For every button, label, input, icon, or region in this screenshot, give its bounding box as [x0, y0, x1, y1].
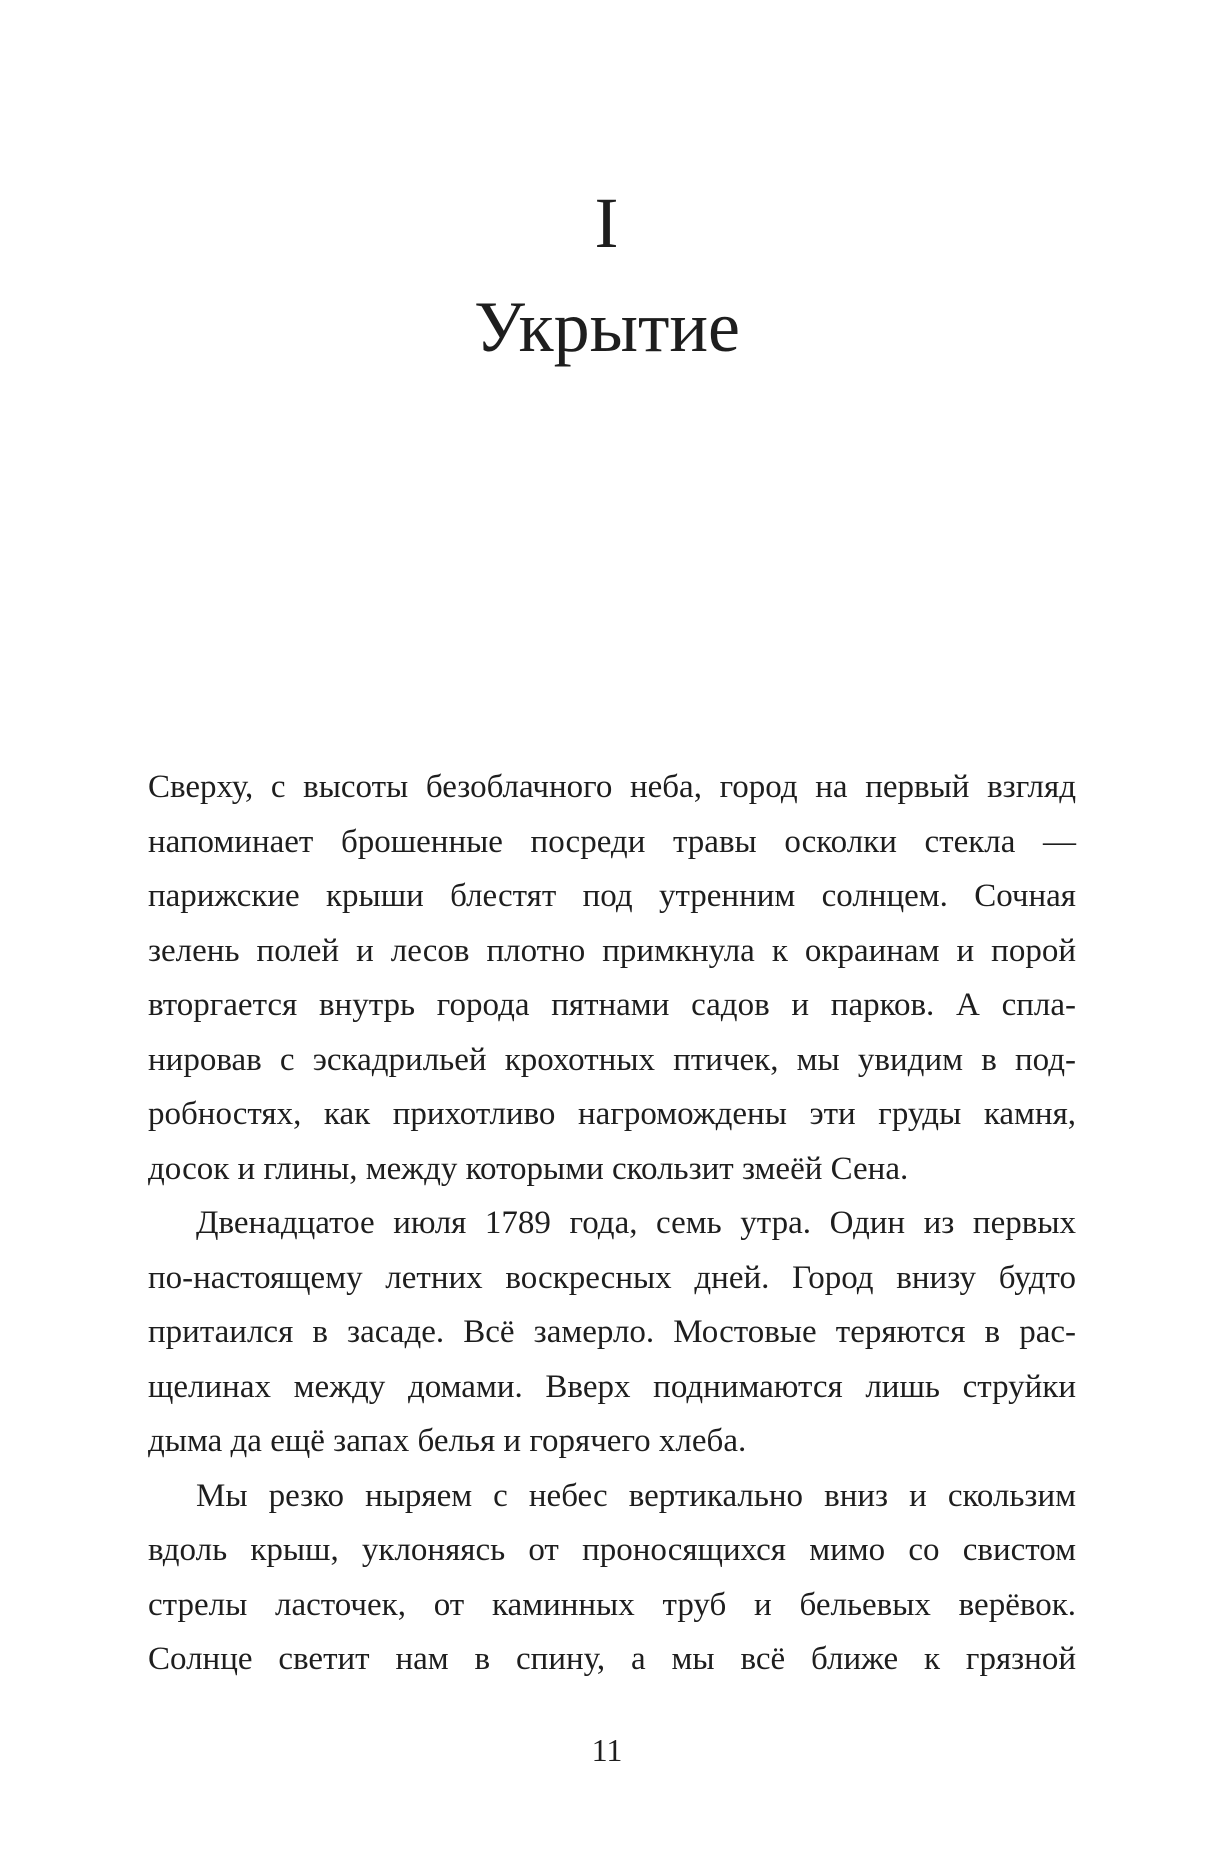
text-line: зелень полей и лесов плотно примкнула к окраинам и порой: [148, 932, 1076, 969]
text-line: напоминает брошенные посреди травы осколки стекла —: [148, 823, 1076, 860]
text-line: Двенадцатое июля 1789 года, семь утра. Один из первых: [196, 1205, 1076, 1241]
text-line: притаился в засаде. Всё замерло. Мостовые теряются в рас-: [148, 1314, 1076, 1350]
text-line: вдоль крыш, уклоняясь от проносящихся мимо со свистом: [148, 1532, 1076, 1568]
chapter-title: Укрытие: [474, 287, 740, 367]
text-line: Мы резко ныряем с небес вертикально вниз и скользим: [196, 1477, 1076, 1514]
page-number: 11: [591, 1732, 623, 1768]
text-line: по-настоящему летних воскресных дней. Город внизу будто: [148, 1259, 1076, 1296]
text-line: стрелы ласточек, от каминных труб и бельевых верёвок.: [148, 1586, 1076, 1623]
text-line: дыма да ещё запах белья и горячего хлеба.: [148, 1423, 747, 1459]
chapter-body-text: [148, 760, 1076, 1687]
chapter-number: I: [594, 183, 620, 263]
paragraph-3: [148, 1469, 1076, 1687]
text-line: досок и глины, между которыми скользит змеёй Сена.: [148, 1150, 909, 1187]
text-line: парижские крыши блестят под утренним солнцем. Сочная: [148, 878, 1076, 914]
text-line: Сверху, с высоты безоблачного неба, город на первый взгляд: [148, 769, 1076, 805]
text-line: щелинах между домами. Вверх поднимаются лишь струйки: [148, 1368, 1076, 1405]
text-line: нировав с эскадрильей крохотных птичек, мы увидим в под-: [148, 1041, 1076, 1078]
paragraph-1: [148, 760, 1076, 1196]
text-line: Солнце светит нам в спину, а мы всё ближе к грязной: [148, 1641, 1076, 1677]
text-line: вторгается внутрь города пятнами садов и парков. А спла-: [148, 987, 1076, 1023]
paragraph-2: [148, 1196, 1076, 1469]
text-line: робностях, как прихотливо нагромождены эти груды камня,: [148, 1096, 1076, 1132]
